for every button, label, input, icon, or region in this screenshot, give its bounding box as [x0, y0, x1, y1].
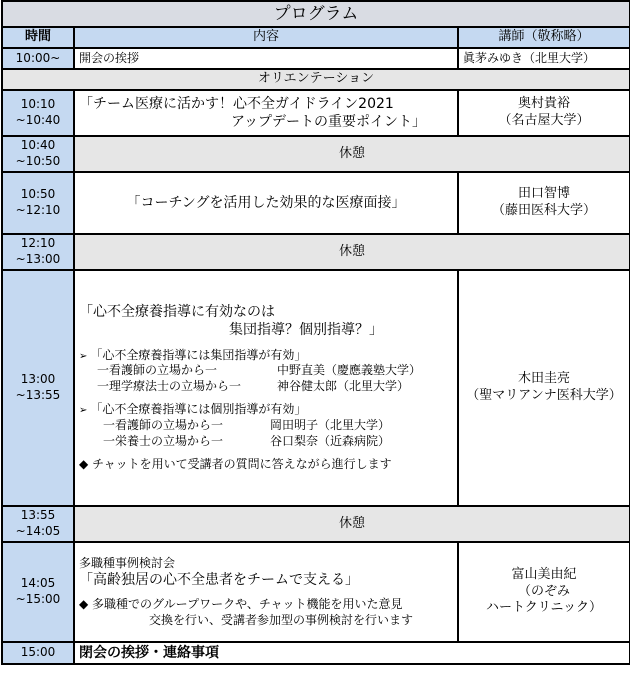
lecturer-name: 田口智博	[518, 186, 571, 202]
lecturer-name: 木田圭亮	[518, 371, 571, 387]
lecture-title-line1: 「心不全療養指導に有効なのは	[79, 304, 275, 321]
program-table	[1, 0, 630, 665]
header-time: 時間	[2, 27, 74, 48]
case-note-line1: ◆ 多職種でのグループワークや、チャット機能を用いた意見	[79, 597, 403, 612]
speaker-role: 一看護師の立場から一	[103, 417, 224, 432]
time-end: ~10:50	[15, 154, 61, 168]
time-cell: 15:00	[2, 642, 74, 664]
time-start: 13:55	[20, 508, 56, 523]
content-cell	[74, 90, 458, 136]
lecturer-cell	[458, 542, 630, 642]
table-row-lecture1	[2, 90, 630, 136]
table-row-break3	[2, 506, 630, 542]
lecturer-cell: 眞茅みゆき（北里大学）	[458, 48, 630, 69]
closing-cell: 閉会の挨拶・連絡事項	[74, 642, 630, 664]
program-title: プログラム	[2, 1, 630, 27]
speaker-role: 一理学療法士の立場から一	[97, 378, 242, 393]
header-content: 内容	[74, 27, 458, 48]
time-cell	[2, 542, 74, 642]
case-note-line2: 交換を行い、受講者参加型の事例検討を行います	[149, 612, 414, 627]
time-start: 10:10	[20, 97, 56, 112]
time-cell	[2, 136, 74, 172]
table-row-break2	[2, 234, 630, 270]
time-end: ~14:05	[15, 524, 61, 538]
header-row	[2, 27, 630, 48]
table-row-break1	[2, 136, 630, 172]
lecturer-affiliation-cont: ハートクリニック）	[486, 600, 602, 616]
time-end: ~13:55	[15, 388, 61, 402]
arrow-right-icon: ➢	[79, 350, 88, 362]
time-end: ~13:00	[15, 252, 61, 266]
case-label: 多職種事例検討会	[79, 555, 176, 570]
lecturer-cell	[458, 270, 630, 506]
case-title: 「高齢独居の心不全患者をチームで支える」	[79, 572, 359, 589]
speaker-role: 一看護師の立場から一	[97, 363, 218, 378]
break-cell: 休憩	[74, 506, 630, 542]
time-start: 12:10	[20, 236, 56, 251]
sub-session-2	[79, 402, 453, 418]
table-row-lecture3	[2, 270, 630, 506]
content-cell: 「コーチングを活用した効果的な医療面接」	[74, 172, 458, 234]
speaker-name: 神谷健太郎（北里大学）	[277, 378, 410, 393]
break-cell: 休憩	[74, 234, 630, 270]
time-start: 14:05	[20, 576, 56, 591]
sub-session-1	[79, 348, 453, 364]
time-start: 13:00	[20, 372, 56, 387]
speaker-pair	[79, 434, 453, 450]
lecturer-cell	[458, 172, 630, 234]
speaker-name: 谷口梨奈（近森病院）	[270, 433, 391, 448]
orientation-cell: オリエンテーション	[2, 69, 630, 90]
lecture-title-line2: 集団指導？個別指導？」	[229, 322, 383, 339]
break-cell: 休憩	[74, 136, 630, 172]
table-row-closing	[2, 642, 630, 664]
time-cell: 10:00~	[2, 48, 74, 69]
lecturer-name: 奥村貴裕	[518, 96, 571, 112]
table-row-lecture2	[2, 172, 630, 234]
speaker-name: 岡田明子（北里大学）	[270, 417, 391, 432]
time-cell	[2, 506, 74, 542]
lecturer-affiliation: （名古屋大学）	[498, 113, 590, 128]
time-cell	[2, 90, 74, 136]
lecturer-affiliation: （藤田医科大学）	[492, 203, 597, 218]
time-start: 10:40	[20, 138, 56, 153]
lecturer-affiliation: （のぞみ	[518, 583, 571, 599]
time-end: ~10:40	[15, 113, 61, 127]
time-start: 10:50	[20, 187, 56, 202]
speaker-pair	[79, 363, 453, 379]
time-cell	[2, 234, 74, 270]
arrow-right-icon: ➢	[79, 405, 88, 417]
lecturer-name: 富山美由紀	[511, 566, 577, 582]
table-row-case	[2, 542, 630, 642]
content-cell	[74, 270, 458, 506]
content-cell	[74, 542, 458, 642]
speaker-role: 一栄養士の立場から一	[103, 433, 224, 448]
lecturer-cell	[458, 90, 630, 136]
table-row-opening	[2, 48, 630, 69]
sub-session-1-title: 「心不全療養指導には集団指導が有効」	[90, 347, 307, 362]
time-cell	[2, 270, 74, 506]
speaker-name: 中野直美（慶應義塾大学）	[277, 363, 422, 378]
lecturer-affiliation: （聖マリアンナ医科大学）	[466, 388, 622, 403]
table-row-orientation	[2, 69, 630, 90]
speaker-pair	[79, 379, 453, 395]
sub-session-2-title: 「心不全療養指導には個別指導が有効」	[90, 402, 307, 417]
lecture-title-line2: アップデートの重要ポイント」	[231, 114, 427, 130]
time-cell	[2, 172, 74, 234]
speaker-pair	[79, 418, 453, 434]
header-lecturer: 講師（敬称略）	[458, 27, 630, 48]
time-end: ~15:00	[15, 592, 61, 606]
time-end: ~12:10	[15, 203, 61, 217]
lecture-title-line1: 「チーム医療に活かす！心不全ガイドライン2021	[79, 95, 394, 112]
lecture-note: ◆ チャットを用いて受講者の質問に答えながら進行します	[79, 457, 392, 472]
content-cell: 開会の挨拶	[74, 48, 458, 69]
